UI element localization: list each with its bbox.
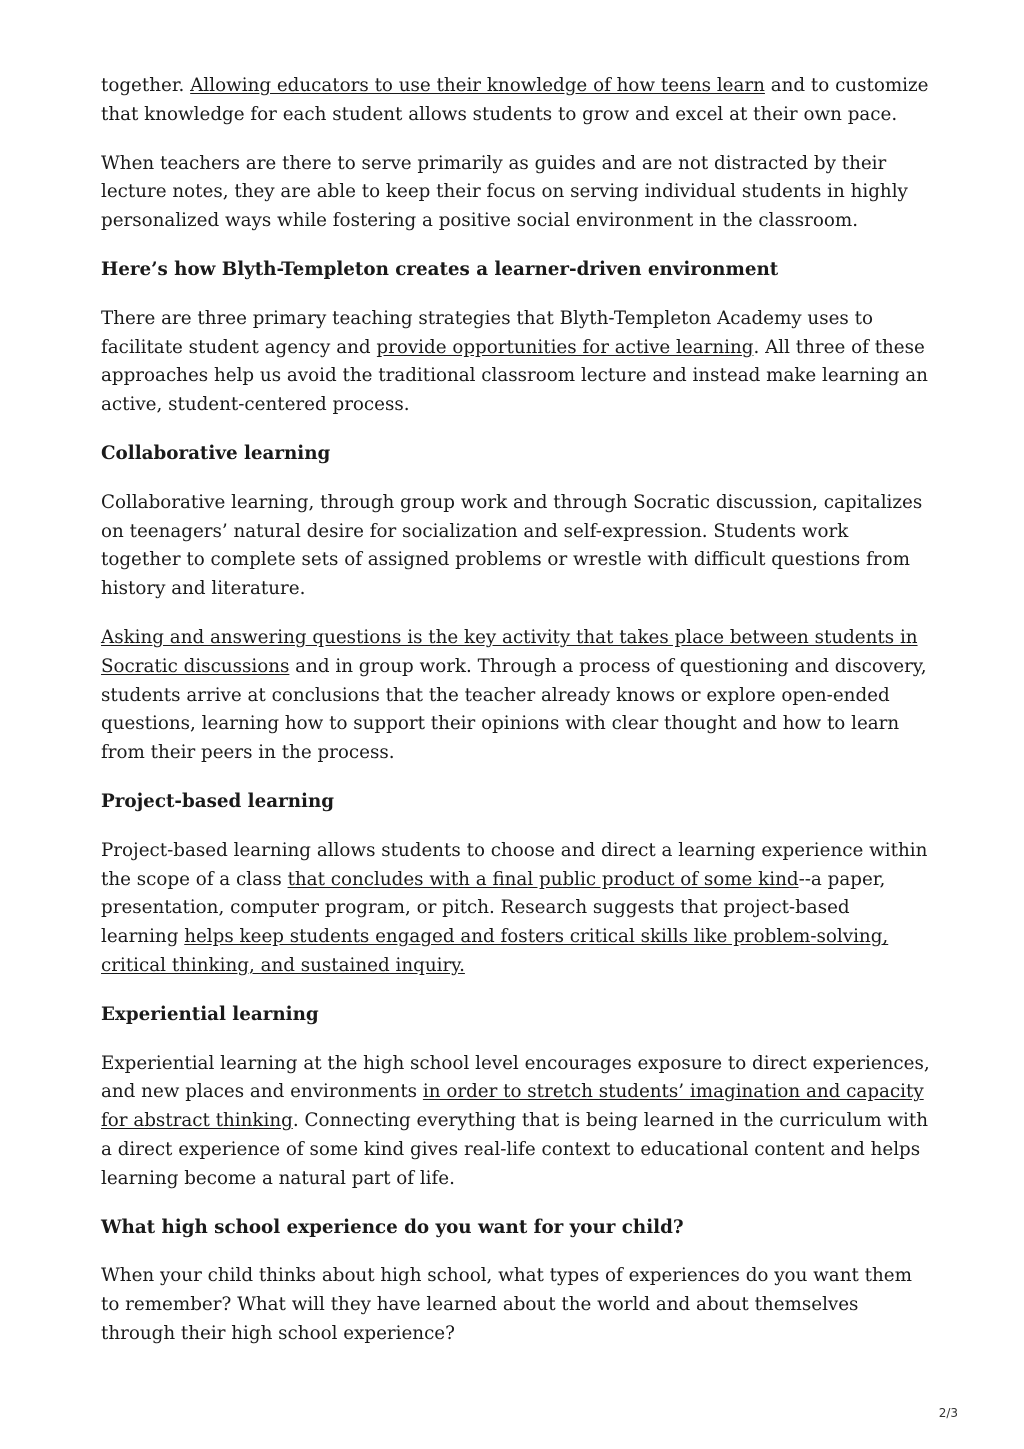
heading-learner-driven-environment: Here’s how Blyth-Templeton creates a learner-driven environment <box>101 258 779 280</box>
paragraph-child-experience: When your child thinks about high school, what types of experiences do you want them to remember? What will they have learned about the world and about themselves through their high school experience? <box>101 1265 912 1344</box>
page-number: 2/3 <box>938 1406 958 1420</box>
heading-high-school-experience: What high school experience do you want for your child? <box>101 1216 684 1238</box>
link-abstract-thinking[interactable]: in order to stretch students’ imagination and capacity for abstract thinking <box>101 1081 924 1132</box>
paragraph-text: together. <box>101 75 191 96</box>
paragraph-project-based-learning <box>101 837 931 981</box>
paragraph-text: Project-based learning allows students to choose and direct a learning experience within the scope of a class <box>101 839 928 890</box>
paragraph-teacher-knowledge <box>101 72 931 130</box>
paragraph-socratic-discussions <box>101 624 931 768</box>
heading-collaborative-learning: Collaborative learning <box>101 442 331 464</box>
paragraph-text: . All three of these approaches help us avoid the traditional classroom lecture and instead make learning an active, student-centered process. <box>101 336 928 416</box>
paragraph-collaborative-learning: Collaborative learning, through group work and through Socratic discussion, capitalizes on teenagers’ natural desire for socialization and self-expression. Students work together to complete sets of assigned problems or wrestle with difficult questions from history and literature. <box>101 491 923 600</box>
link-final-public-product[interactable]: that concludes with a final public product of some kind <box>287 868 799 890</box>
paragraph-three-strategies <box>101 305 931 420</box>
link-active-learning[interactable]: provide opportunities for active learning <box>376 336 754 358</box>
link-socratic-discussions[interactable]: Asking and answering questions is the key activity that takes place between students in Socratic discussions <box>101 626 918 677</box>
paragraph-teachers-as-guides: When teachers are there to serve primarily as guides and are not distracted by their lecture notes, they are able to keep their focus on serving individual students in highly personalized ways while fostering a positive social environment in the classroom. <box>101 152 908 232</box>
paragraph-text: . Connecting everything that is being learned in the curriculum with a direct experience of some kind gives real-life context to educational content and helps learning become a natural part of life. <box>101 1110 929 1189</box>
paragraph-text: There are three primary teaching strategies that Blyth-Templeton Academy uses to facilitate student agency and <box>101 307 873 358</box>
paragraph-text: and to customize that knowledge for each student allows students to grow and excel at their own pace. <box>101 75 929 125</box>
heading-project-based-learning: Project-based learning <box>101 790 335 812</box>
paragraph-text: and in group work. Through a process of questioning and discovery, students arrive at conclusions that the teacher already knows or explore open-ended questions, learning how to support their opinions with clear thought and how to learn from their peers in the process. <box>101 655 927 764</box>
paragraph-experiential-learning <box>101 1050 931 1194</box>
heading-experiential-learning: Experiential learning <box>101 1003 319 1025</box>
link-engaged-critical-skills[interactable]: helps keep students engaged and fosters critical skills like problem-solving, critical thinking, and sustained inquiry. <box>101 926 889 976</box>
paragraph-text: Experiential learning at the high school level encourages exposure to direct experiences, and new places and environments <box>101 1052 930 1103</box>
link-how-teens-learn[interactable]: Allowing educators to use their knowledge of how teens learn <box>190 75 765 96</box>
article-body <box>101 72 931 1369</box>
paragraph-text: --a paper, presentation, computer program, or pitch. Research suggests that project-based learning <box>101 868 886 948</box>
